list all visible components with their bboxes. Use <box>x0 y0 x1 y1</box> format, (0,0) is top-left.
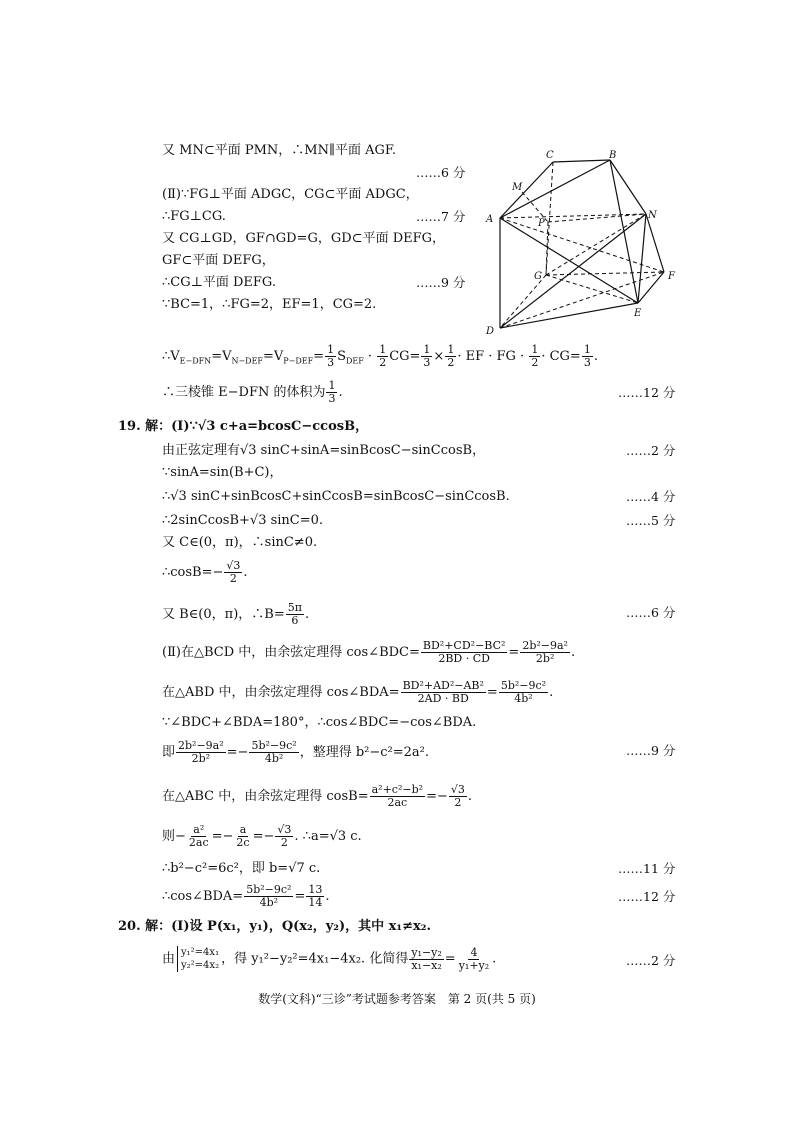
geometry-figure <box>478 148 688 336</box>
p18-line-5: GF⊂平面 DEFG， <box>162 253 275 268</box>
label-G: G <box>534 271 542 282</box>
p18-line-2: (Ⅱ)∵FG⊥平面 ADGC，CG⊂平面 ADGC， <box>162 187 419 202</box>
p19-score-4: ……5 分 <box>626 513 676 528</box>
a-result: ∴a=√3 c. <box>302 829 362 844</box>
p18-score-9: ……12 分 <box>618 385 676 400</box>
label-N: N <box>648 210 657 221</box>
p19-line-1: 由正弦定理有√3 sinC+sinA=sinBcosC−sinCcosB， <box>162 443 486 458</box>
ji-text: 即 <box>162 745 176 760</box>
B-text: 又 B∈(0，π)，∴B= <box>162 607 285 622</box>
p18-line-7: ∵BC=1，∴FG=2，EF=1，CG=2. <box>162 297 377 312</box>
p19-score-3: ……4 分 <box>626 489 676 504</box>
p19-line-9: 在△ABD 中，由余弦定理得 cos∠BDA= $\frac{\text{BD²+AD²−AB²}}{2AD \cdot BD}$ = $\frac{\text{5b²−9c²}}{\text{4b²}}$ . <box>162 679 554 705</box>
label-P: P <box>538 218 545 229</box>
p19-score-7: ……6 分 <box>626 605 676 620</box>
p19-line-6: ∴cosB=− $\frac{√3}{2}$ . <box>162 559 248 585</box>
p19-line-3: ∴√3 sinC+sinBcosC+sinCcosB=sinBcosC−sinCcosB. <box>162 489 510 504</box>
bdc-text: (Ⅱ)在△BCD 中，由余弦定理得 cos∠BDC= <box>162 645 420 660</box>
p18-volume-result: ∴三棱锥 E−DFN 的体积为 $\frac{1}{3}$ . <box>162 379 343 405</box>
p19-line-8: (Ⅱ)在△BCD 中，由余弦定理得 cos∠BDC= $\frac{\text{BD²+CD²−BC²}}{2BD \cdot CD}$ = $\frac{\text{2b²−9a²}}{\text{2b²}}$ . <box>162 639 576 665</box>
cosB-text: ∴cosB=− <box>162 565 224 580</box>
p19-line-7: 又 B∈(0，π)，∴B= $\frac{5\pi}{6}$ . <box>162 601 310 627</box>
simplify-text: ，得 y₁²−y₂²=4x₁−4x₂. 化简得 <box>221 951 409 967</box>
p18-score-6: ……9 分 <box>416 275 466 290</box>
p18-score-3: ……7 分 <box>416 209 466 224</box>
p19-line-13: 则− $\frac{\text{a²}}{2ac}$ =− $\frac{a}{2c}$ =− $\frac{√3}{2}$ . ∴a=√3 c. <box>162 823 362 849</box>
label-M: M <box>512 182 523 193</box>
p19-line-4: ∴2sinCcosB+√3 sinC=0. <box>162 513 324 528</box>
p18-line-3: ∴FG⊥CG. <box>162 209 226 224</box>
system-eq-1: y₁²=4x₁ <box>181 947 220 958</box>
page-footer: 数学(文科)“三诊”考试题参考答案 第 2 页(共 5 页) <box>258 992 536 1006</box>
label-E: E <box>634 308 642 319</box>
label-C: C <box>546 150 554 161</box>
p19-score-15: ……12 分 <box>618 889 676 904</box>
p19-score-11: ……9 分 <box>626 743 676 758</box>
volume-result-text: ∴三棱锥 E−DFN 的体积为 <box>162 385 326 400</box>
p19-head: 19. 解：(Ⅰ)∵√3 c+a=bcosC−ccosB， <box>118 419 369 434</box>
label-D: D <box>486 326 495 336</box>
p20-score-1: ……2 分 <box>626 953 676 968</box>
p19-line-15: ∴cos∠BDA= $\frac{\text{5b²−9c²}}{\text{4b²}}$ = $\frac{13}{14}$ . <box>162 883 330 909</box>
p20-line-1: 由 y₁²=4x₁ y₂²=4x₂ ，得 y₁²−y₂²=4x₁−4x₂. 化简得 $\frac{\text{y₁−y₂}}{\text{x₁−x₂}}$ = $\frac{4}{\text{y₁+y₂}}$ . <box>162 945 497 972</box>
p19-line-2: ∵sinA=sin(B+C)， <box>162 465 283 480</box>
volume-prefix: ∴V <box>162 349 180 364</box>
p18-line-6: ∴CG⊥平面 DEFG. <box>162 275 276 290</box>
p19-line-11: 即 $\frac{\text{2b²−9a²}}{\text{2b²}}$ =− $\frac{\text{5b²−9c²}}{\text{4b²}}$ ，整理得 b²−c²=2a². <box>162 739 430 765</box>
you-text: 由 <box>162 951 176 967</box>
p18-line-1: 又 MN⊂平面 PMN，∴MN∥平面 AGF. <box>162 143 397 158</box>
label-A: A <box>486 214 494 225</box>
p19-score-1: ……2 分 <box>626 443 676 458</box>
zhengli-text: ，整理得 b²−c²=2a². <box>299 745 430 760</box>
p19-line-10: ∵∠BDC+∠BDA=180°，∴cos∠BDC=−cos∠BDA. <box>162 715 477 730</box>
bda-text: 在△ABD 中，由余弦定理得 cos∠BDA= <box>162 685 400 700</box>
p19-line-5: 又 C∈(0，π)，∴sinC≠0. <box>162 535 318 550</box>
abc-text: 在△ABC 中，由余弦定理得 cosB= <box>162 789 369 804</box>
p18-score-1: ……6 分 <box>416 165 466 180</box>
p18-line-4: 又 CG⊥GD，GF∩GD=G，GD⊂平面 DEFG， <box>162 231 446 246</box>
system-eq-2: y₂²=4x₂ <box>181 960 220 971</box>
p18-volume-equation: $\therefore V_{E-DFN}=V_{N-DEF}=V_{P-DEF}=$ $\frac{1}{3}$ $S_{DEF}$ · $\frac{1}{2}$ CG= $\frac{1}{3}$ × $\frac{1}{2}$ · EF · FG · $\frac{1}{2}$ · CG= $\frac{1}{3}$ . <box>162 343 598 369</box>
p19-line-14: ∴b²−c²=6c²，即 b=√7 c. <box>162 861 321 876</box>
label-B: B <box>609 150 617 161</box>
p19-line-12: 在△ABC 中，由余弦定理得 cosB= $\frac{\text{a²+c²−b²}}{2ac}$ =− $\frac{√3}{2}$ . <box>162 783 473 809</box>
ze-text: 则− <box>162 829 186 844</box>
label-F: F <box>668 271 675 282</box>
p19-score-14: ……11 分 <box>618 861 676 876</box>
cosbda-text: ∴cos∠BDA= <box>162 889 244 904</box>
volume-eq: =V <box>211 349 232 364</box>
p20-head: 20. 解：(Ⅰ)设 P(x₁，y₁)，Q(x₂，y₂)，其中 x₁≠x₂. <box>118 919 431 934</box>
